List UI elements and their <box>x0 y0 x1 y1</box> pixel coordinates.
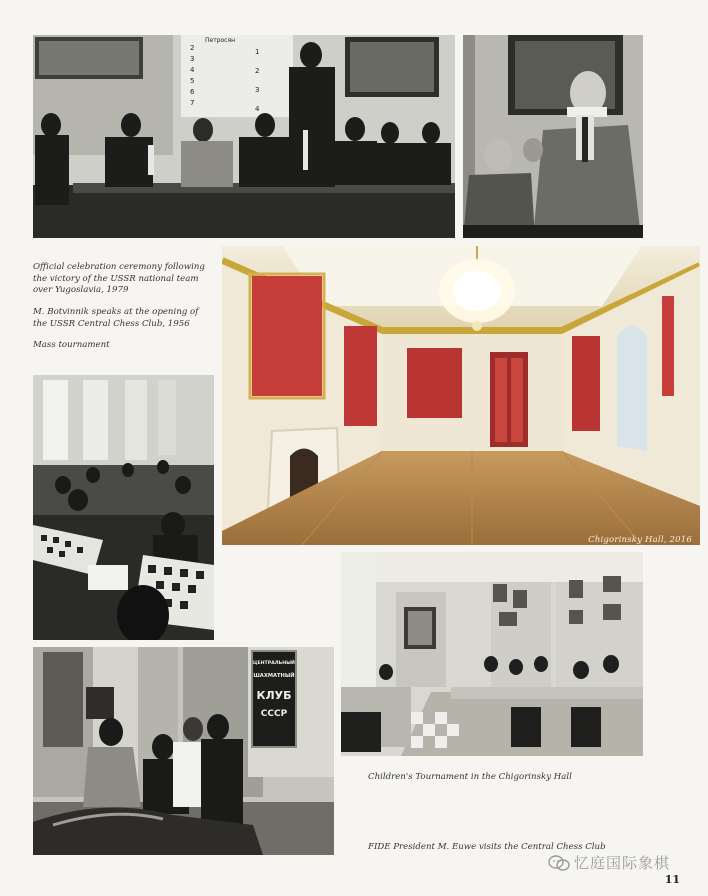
caption-ceremony: Official celebration ceremony following the victory of the USSR national team over Yugoslavia, 1979 <box>33 262 205 295</box>
results-board-number: 4 <box>255 105 260 113</box>
caption-chigorinsky-hall-2016: Chigorinsky Hall, 2016 <box>588 535 692 545</box>
results-board-number: 7 <box>190 99 195 107</box>
caption-mass-tournament: Mass tournament <box>33 340 110 350</box>
photo-ceremony-1979 <box>33 35 455 238</box>
results-board-number: 3 <box>255 86 260 94</box>
results-board-number: 3 <box>190 55 195 63</box>
club-sign-small <box>86 687 114 719</box>
results-board-number: 5 <box>190 77 195 85</box>
watermark-text: 忆庭国际象棋 <box>573 854 670 872</box>
photo-botvinnik-1956 <box>463 35 643 238</box>
watermark <box>548 852 670 873</box>
club-sign-line1: ЦЕНТРАЛЬНЫЙ <box>253 661 295 666</box>
club-sign-line2: ШАХМАТНЫЙ <box>253 673 295 679</box>
club-sign <box>251 650 297 748</box>
photo-chigorinsky-hall <box>222 246 700 545</box>
results-board-numbers-left <box>190 43 194 109</box>
caption-childrens-tournament: Children's Tournament in the Chigorinsky Hall <box>368 772 572 782</box>
caption-botvinnik: M. Botvinnik speaks at the opening of the USSR Central Chess Club, 1956 <box>33 307 199 329</box>
results-board-number: 1 <box>255 48 260 56</box>
results-board-name: Петросян <box>205 37 236 44</box>
results-board-numbers-right <box>255 43 259 119</box>
results-board-number: 6 <box>190 88 195 96</box>
wechat-icon <box>548 855 570 871</box>
photo-euwe-visit <box>33 647 334 855</box>
caption-euwe-visit: FIDE President M. Euwe visits the Central Chess Club <box>368 842 606 852</box>
results-board-number: 2 <box>255 67 260 75</box>
results-board-number: 2 <box>190 44 195 52</box>
results-board-number: 4 <box>190 66 195 74</box>
club-sign-line4: СССР <box>260 709 288 719</box>
photo-childrens-tournament <box>341 552 643 756</box>
photo-mass-tournament <box>33 375 214 640</box>
club-sign-line3: КЛУБ <box>256 689 292 702</box>
page-number: 11 <box>664 873 680 886</box>
